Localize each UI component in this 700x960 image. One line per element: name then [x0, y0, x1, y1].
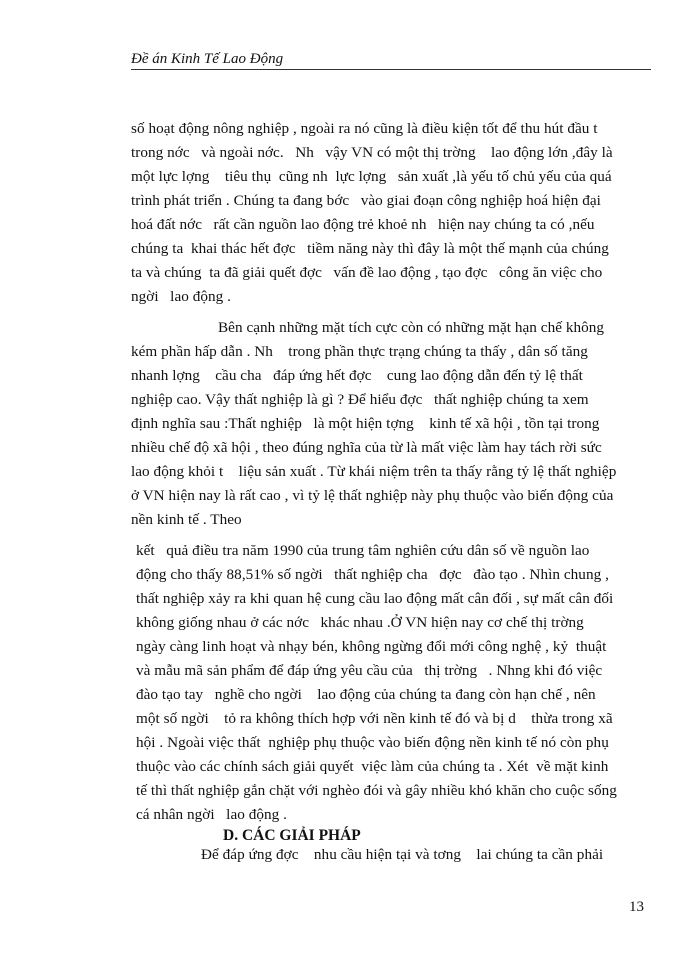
text-line: hội . Ngoài việc thất nghiệp phụ thuộc vào biến động nền kinh tế nó còn phụ — [136, 734, 609, 751]
text-line: nhanh lợng cầu cha đáp ứng hết đợc cung lao động dẫn đến tỷ lệ thất — [131, 367, 583, 384]
text-line: Để đáp ứng đợc nhu cầu hiện tại và tơng lai chúng ta cần phải — [201, 846, 604, 863]
text-line: động cho thấy 88,51% số ngời thất nghiệp cha đợc đào tạo . Nhìn chung , — [136, 566, 609, 583]
running-header: Đề án Kinh Tế Lao Động — [131, 50, 651, 70]
text-line: số hoạt động nông nghiệp , ngoài ra nó cũng là điều kiện tốt để thu hút đầu t — [131, 120, 598, 137]
text-line: đào tạo tay nghề cho ngời lao động của chúng ta đang còn hạn chế , nên — [136, 686, 596, 703]
text-line: kém phần hấp dẫn . Nh trong phần thực trạng chúng ta thấy , dân số tăng — [131, 343, 588, 360]
text-line: một lực lợng tiêu thụ cũng nh lực lợng sản xuất ,là yếu tố chủ yếu của quá — [131, 168, 612, 185]
text-line: chúng ta khai thác hết đợc tiềm năng này thì đây là một thế mạnh của chúng — [131, 240, 609, 257]
text-line: cá nhân ngời lao động . — [136, 806, 287, 823]
text-line: Bên cạnh những mặt tích cực còn có những mặt hạn chế không — [218, 319, 605, 336]
text-line: định nghĩa sau :Thất nghiệp là một hiện tợng kinh tế xã hội , tồn tại trong — [131, 415, 600, 432]
text-line: lao động khỏi t liệu sản xuất . Từ khái niệm trên ta thấy rằng tỷ lệ thất nghiệp — [131, 463, 617, 480]
section-heading: D. CÁC GIẢI PHÁP — [223, 827, 361, 844]
text-line: tế thì thất nghiệp gắn chặt với nghèo đói và gây nhiều khó khăn cho cuộc sống — [136, 782, 617, 799]
text-line: kết quả điều tra năm 1990 của trung tâm nghiên cứu dân số về nguồn lao — [136, 542, 590, 559]
text-line: nền kinh tế . Theo — [131, 511, 242, 528]
text-line: và mẫu mã sản phẩm để đáp ứng yêu cầu của thị trờng . Nhng khi đó việc — [136, 662, 603, 679]
text-line: trình phát triển . Chúng ta đang bớc vào giai đoạn công nghiệp hoá hiện đại — [131, 192, 601, 209]
text-line: nhiều chế độ xã hội , theo đúng nghĩa của từ là mất việc làm hay tách rời sức — [131, 439, 602, 456]
text-line: thuộc vào các chính sách giải quyết việc làm của chúng ta . Xét về mặt kinh — [136, 758, 609, 775]
text-line: không giống nhau ở các nớc khác nhau .Ở VN hiện nay cơ chế thị trờng — [136, 614, 584, 631]
text-line: nghiệp cao. Vậy thất nghiệp là gì ? Để hiểu đợc thất nghiệp chúng ta xem — [131, 391, 589, 408]
text-line: ngời lao động . — [131, 288, 231, 305]
text-line: trong nớc và ngoài nớc. Nh vậy VN có một thị trờng lao động lớn ,đây là — [131, 144, 613, 161]
text-line: ta và chúng ta đã giải quết đợc vấn đề lao động , tạo đợc công ăn việc cho — [131, 264, 603, 281]
text-line: ngày càng linh hoạt và nhạy bén, không ngừng đổi mới công nghệ , kỷ thuật — [136, 638, 607, 655]
text-line: ở VN hiện nay là rất cao , vì tỷ lệ thất nghiệp này phụ thuộc vào biến động của — [131, 487, 614, 504]
text-line: thất nghiệp xảy ra khi quan hệ cung cầu lao động mất cân đối , sự mất cân đối — [136, 590, 614, 607]
text-line: hoá đất nớc rất cần nguồn lao động trẻ khoẻ nh hiện nay chúng ta có ,nếu — [131, 216, 595, 233]
page-number: 13 — [629, 899, 644, 915]
text-line: một số ngời tỏ ra không thích hợp với nền kinh tế đó và bị d thừa trong xã — [136, 710, 613, 727]
